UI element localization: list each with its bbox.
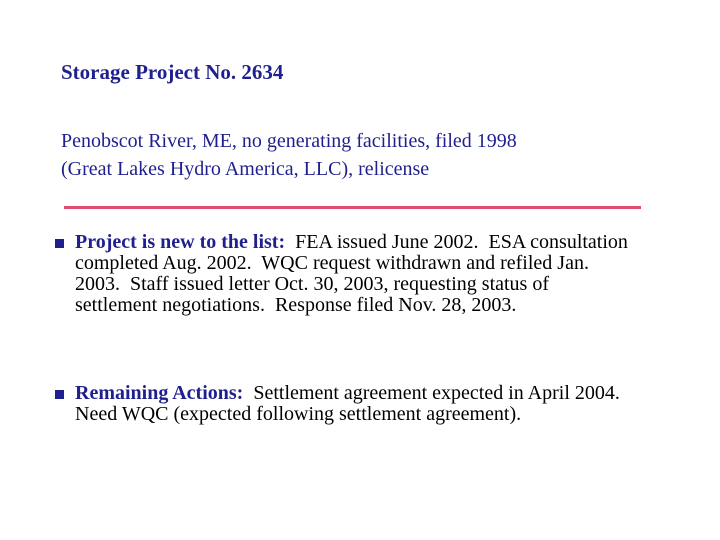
square-bullet-icon — [55, 239, 64, 248]
bullet-heading: Remaining Actions: — [75, 382, 244, 404]
bullet-body: FEA issued June 2002. ESA consultation completed Aug. 2002. WQC request withdrawn and refiled Jan. 2003. Staff issued letter Oct. 30, 2003, requesting status of settlement negotiations. Response filed Nov. 28, 2003. — [75, 231, 633, 316]
bullet-item-remaining-actions — [55, 383, 655, 425]
slide-title: Storage Project No. 2634 — [61, 60, 284, 84]
subtitle-line-1: Penobscot River, ME, no generating facilities, filed 1998 — [61, 130, 517, 152]
slide-subtitle — [61, 127, 661, 183]
square-bullet-icon — [55, 390, 64, 399]
bullet-item-project-status — [55, 232, 655, 316]
divider-line — [64, 206, 641, 209]
bullet-body: Settlement agreement expected in April 2004. Need WQC (expected following settlement agreement). — [75, 382, 630, 425]
subtitle-line-2: (Great Lakes Hydro America, LLC), relicense — [61, 158, 430, 180]
bullet-text — [75, 383, 630, 425]
bullet-heading: Project is new to the list: — [75, 231, 286, 253]
bullet-text — [75, 231, 633, 316]
